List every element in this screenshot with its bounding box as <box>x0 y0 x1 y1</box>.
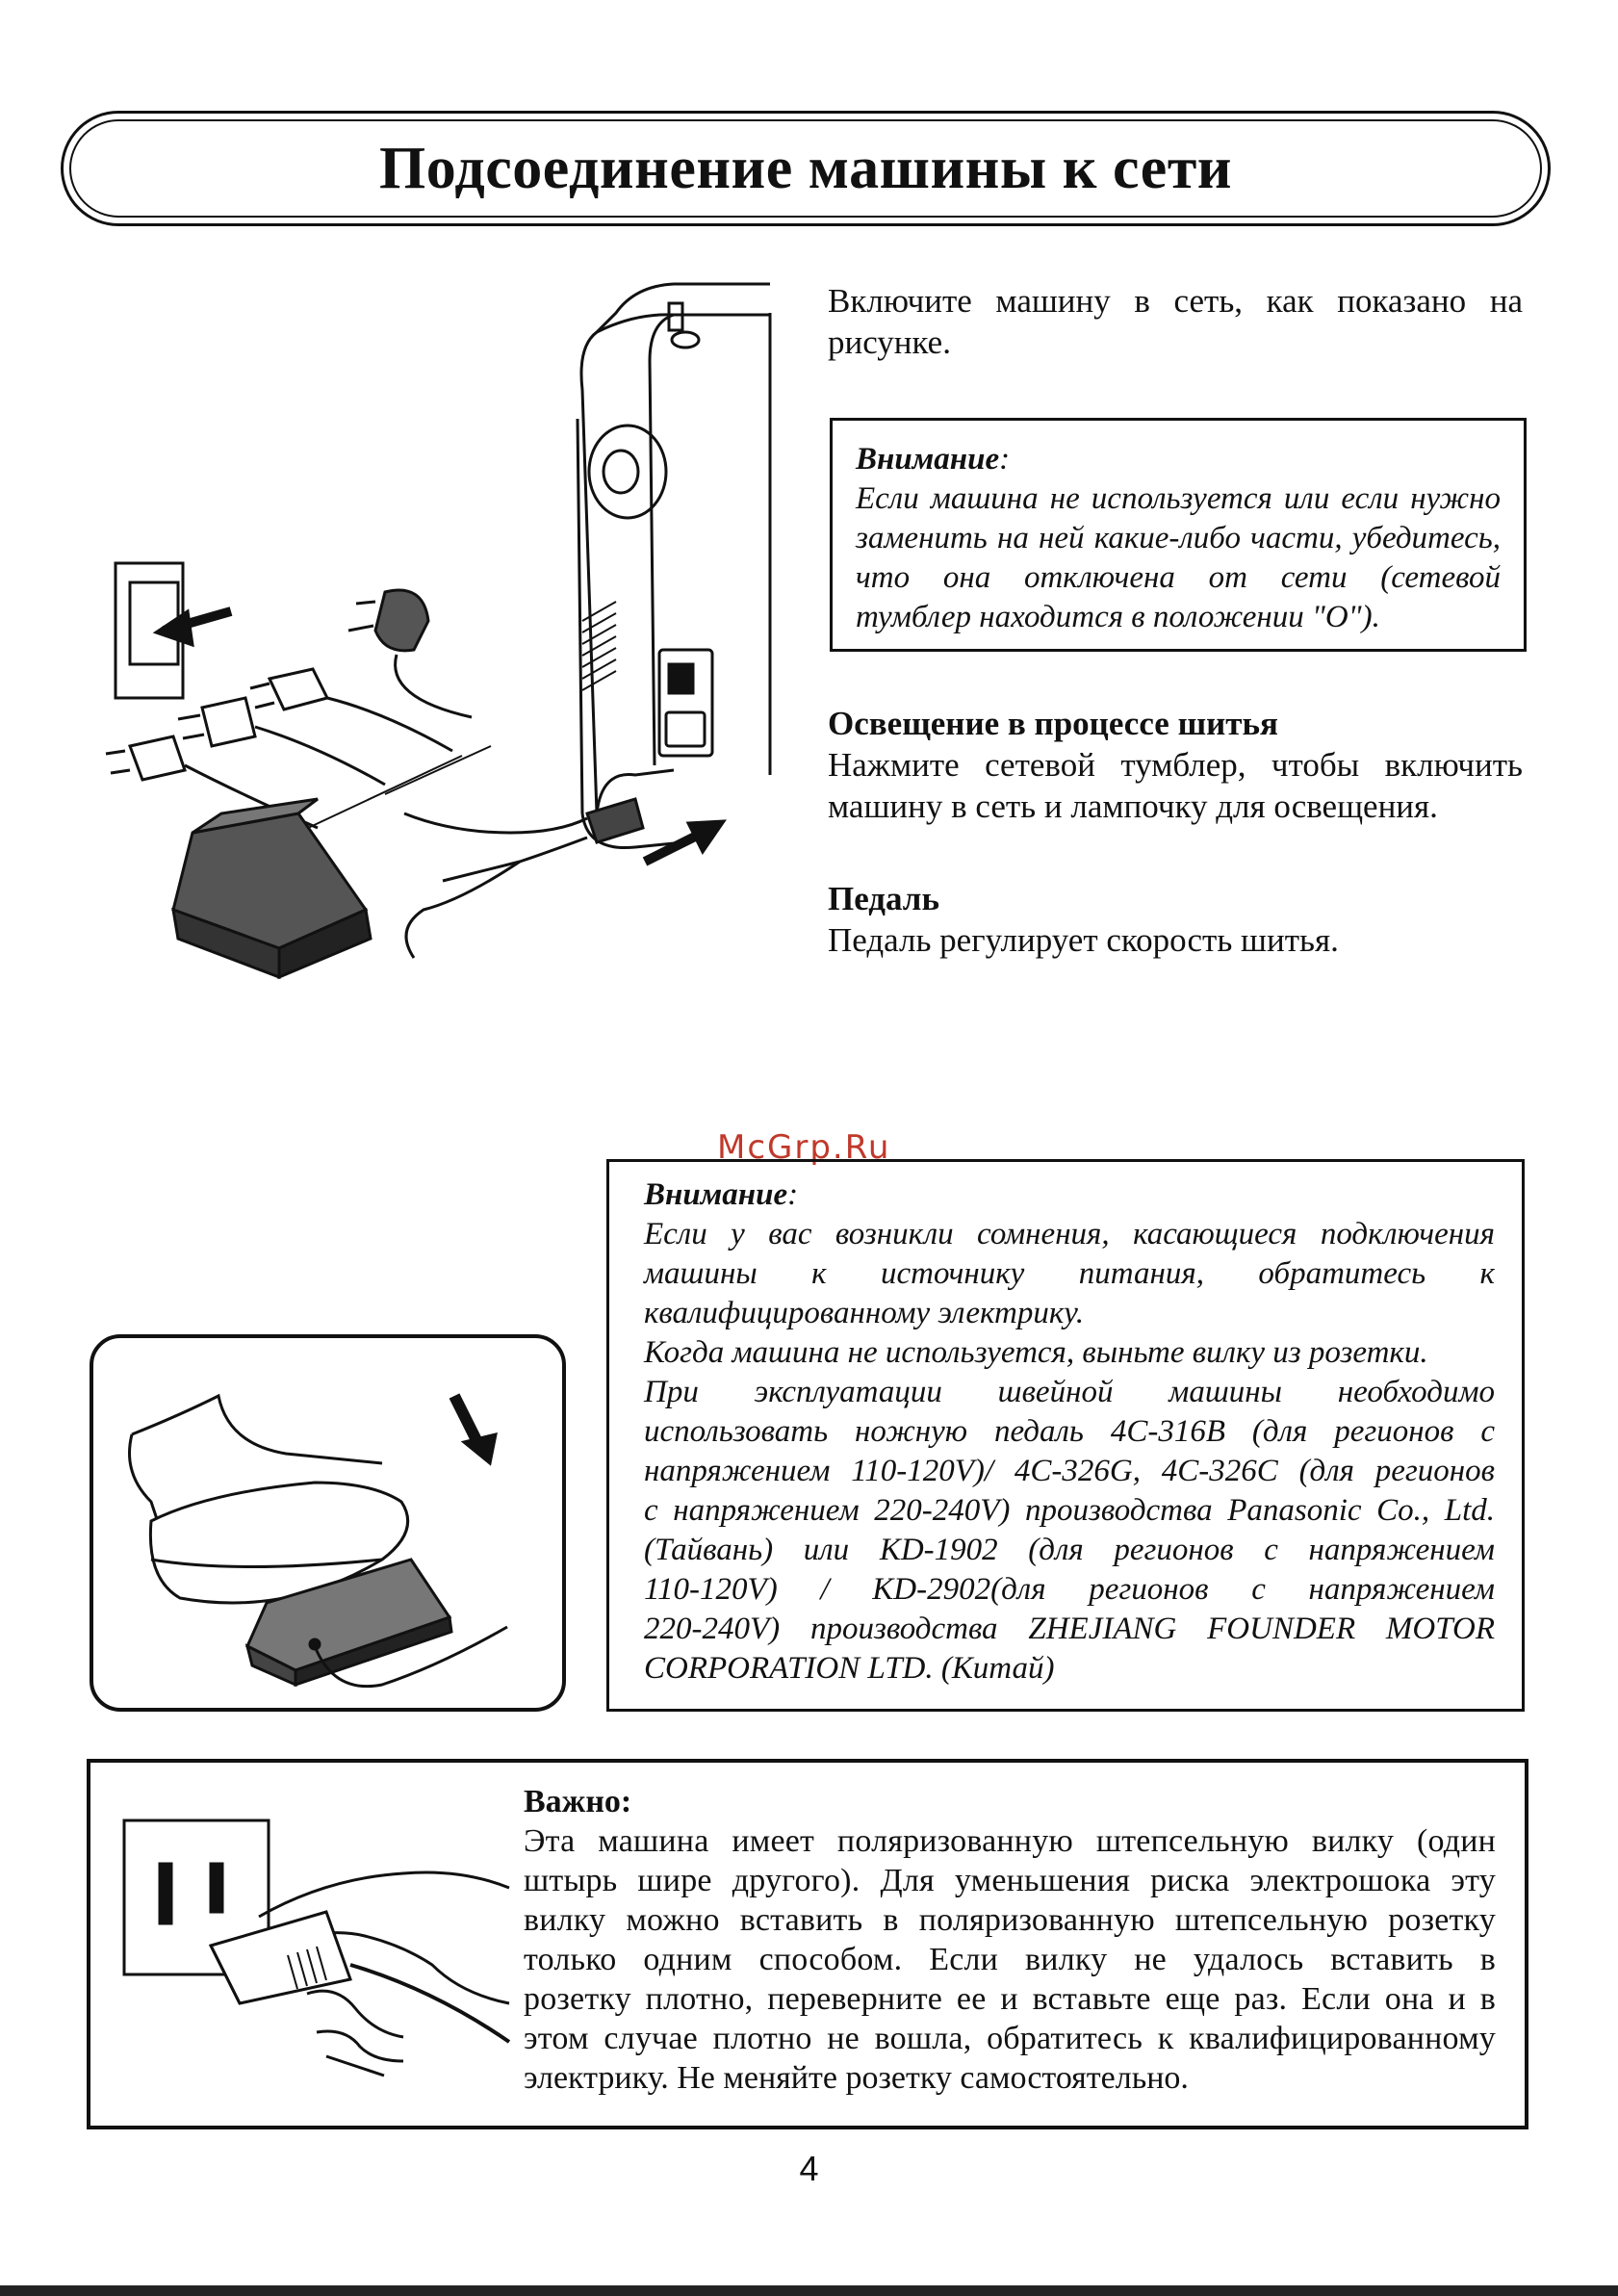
notice-line: CORPORATION LTD. (Китай) <box>644 1651 1055 1686</box>
intro-line-2: рисунке. <box>828 323 951 361</box>
euro-plug <box>270 669 327 709</box>
important-line: вилку можно вставить в поляризованную штепсельную розетку <box>524 1902 1496 1938</box>
notice-line: тумблер находится в положении "O"). <box>856 600 1380 634</box>
machine-body <box>581 284 770 813</box>
lighting-section <box>828 703 1523 827</box>
connection-illustration <box>96 274 789 1045</box>
us-plug <box>202 698 255 746</box>
lighting-heading: Освещение в процессе шитья <box>828 705 1278 742</box>
foot-illustration-box <box>90 1334 566 1712</box>
notice-heading: Внимание <box>644 1177 788 1212</box>
foot-on-pedal-illustration <box>93 1338 562 1708</box>
notice-line: квалифицированному электрику. <box>644 1296 1085 1330</box>
important-text <box>524 1782 1496 2098</box>
notice-line: машины к источнику питания, обратитесь к <box>644 1256 1495 1291</box>
pedal-section <box>828 878 1523 961</box>
press-arrow <box>454 1396 478 1444</box>
notice-colon: : <box>999 442 1011 477</box>
notice-box-electrical <box>606 1159 1525 1712</box>
title-banner <box>61 111 1551 226</box>
notice-line: Когда машина не используется, выньте вилку из розетки. <box>644 1335 1428 1370</box>
notice-colon: : <box>787 1177 799 1212</box>
notice-line: заменить на ней какие-либо части, убедитесь, <box>856 521 1501 555</box>
notice-box-power <box>830 418 1527 652</box>
notice-line: Если машина не используется или если нужно <box>856 481 1501 516</box>
notice-line: что она отключена от сети (сетевой <box>856 560 1501 595</box>
intro-text <box>828 280 1523 363</box>
handwheel <box>589 426 666 518</box>
lighting-line-2: машину в сеть и лампочку для освещения. <box>828 787 1438 825</box>
watermark: McGrp.Ru <box>717 1128 891 1167</box>
pedal-heading: Педаль <box>828 880 939 917</box>
polarized-plug-illustration <box>115 1801 519 2090</box>
page-number: 4 <box>799 2149 819 2188</box>
notice-line: (Тайвань) или KD-1902 (для регионов с напряжением <box>644 1533 1495 1567</box>
important-box <box>87 1759 1528 2129</box>
important-line: штырь шире другого). Для уменьшения риска электрошока эту <box>524 1863 1496 1898</box>
adapter-plug <box>375 590 428 651</box>
important-heading: Важно: <box>524 1784 632 1819</box>
notice-heading: Внимание <box>856 442 1000 477</box>
important-line: Эта машина имеет поляризованную штепсельную вилку (один <box>524 1823 1496 1859</box>
scan-edge <box>0 2285 1618 2296</box>
notice-line: Если у вас возникли сомнения, касающиеся подключения <box>644 1217 1495 1251</box>
important-line: этом случае плотно не вошла, обратитесь к квалифицированному <box>524 2021 1496 2056</box>
lighting-line-1: Нажмите сетевой тумблер, чтобы включить <box>828 746 1523 784</box>
notice-line: использовать ножную педаль 4C-316B (для регионов с <box>644 1414 1495 1449</box>
notice-line: При эксплуатации швейной машины необходимо <box>644 1375 1495 1409</box>
intro-line-1: Включите машину в сеть, как показано на <box>828 282 1523 320</box>
hand <box>259 1872 509 1917</box>
vent-slots <box>582 602 616 690</box>
leg-outline <box>132 1396 382 1463</box>
third-plug <box>130 736 185 780</box>
notice-line: напряжением 110-120V)/ 4C-326G, 4C-326C (для регионов <box>644 1454 1495 1488</box>
notice-line: 220-240V) производства ZHEJIANG FOUNDER MOTOR <box>644 1612 1495 1646</box>
notice-line: 110-120V) / KD-2902(для регионов с напряжением <box>644 1572 1495 1607</box>
page-title: Подсоединение машины к сети <box>378 136 1232 201</box>
pedal-text: Педаль регулирует скорость шитья. <box>828 921 1339 959</box>
notice-line: с напряжением 220-240V) производства Panasonic Co., Ltd. <box>644 1493 1495 1528</box>
important-line: розетку плотно, переверните ее и вставьте еще раз. Если она и в <box>524 1981 1496 2017</box>
important-line: только одним способом. Если вилку не удалось вставить в <box>524 1942 1496 1977</box>
important-line: электрику. Не меняйте розетку самостоятельно. <box>524 2060 1189 2096</box>
